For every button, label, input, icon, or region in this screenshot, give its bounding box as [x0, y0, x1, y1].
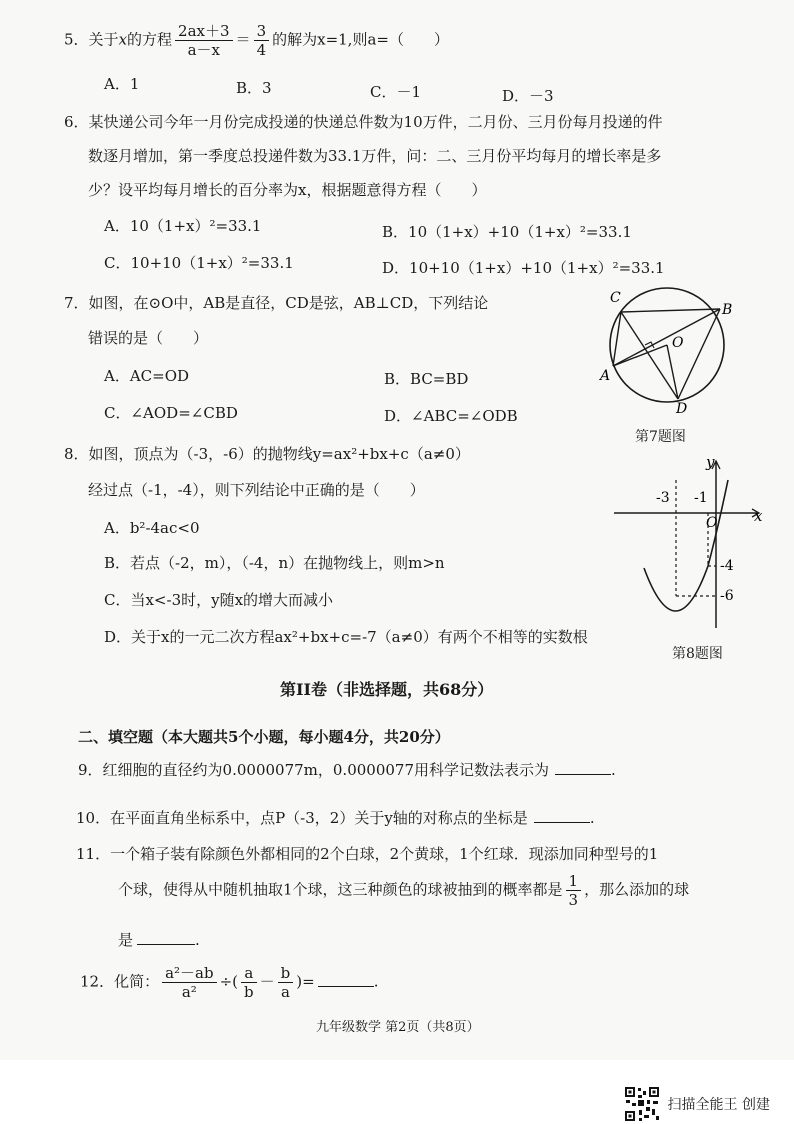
q7-option-b: B．BC=BD [384, 370, 469, 388]
q11-line-1: 11．一个箱子装有除颜色外都相同的2个白球，2个黄球，1个红球．现添加同种型号的1 [76, 845, 659, 863]
q12: 12．化简： $\frac{\text{a²－ab}}{\text{a²}}$ ÷( $\frac{a}{b}$ － $\frac{b}{a}$ )= . [80, 964, 379, 1001]
q11-line-2: 个球，使得从中随机抽取1个球，这三种颜色的球被抽到的概率都是 $\frac{1}{3}$ ，那么添加的球 [118, 872, 690, 909]
label-b: B [722, 302, 733, 318]
q5-fraction-2: $\frac{3}{4}$ [254, 22, 270, 59]
q6-option-a: A．10（1+x）²=33.1 [104, 217, 262, 235]
scanner-watermark [624, 1086, 770, 1122]
q5-option-c: C．－1 [370, 83, 422, 101]
q12-fraction-main: $\frac{\text{a²－ab}}{\text{a²}}$ [162, 964, 217, 1001]
q5-stem: 5．关于x的方程 $\frac{2ax+3}{a-x}$ ＝ $\frac{3}{4}$ 的解为x=1,则a=（ ） [64, 22, 449, 59]
q6-option-c: C．10+10（1+x）²=33.1 [104, 254, 294, 272]
label-origin: O [706, 515, 718, 531]
chord-bd [678, 309, 720, 399]
q9-answer-blank[interactable] [555, 760, 611, 775]
q7-caption: 第7题图 [635, 429, 686, 445]
q5-fraction-1: $\frac{2ax+3}{a-x}$ [175, 22, 233, 59]
q7-line-2: 错误的是（ ） [88, 329, 209, 347]
q10: 10．在平面直角坐标系中，点P（-3，2）关于y轴的对称点的坐标是 . [76, 809, 595, 827]
label-a: A [600, 368, 611, 384]
q8-line-2: 经过点（-1，-4），则下列结论中正确的是（ ） [88, 481, 425, 499]
q6-option-d: D．10+10（1+x）+10（1+x）²=33.1 [382, 259, 665, 277]
q5-option-d: D．－3 [502, 87, 554, 105]
q6-line-2: 数逐月增加，第一季度总投递件数为33.1万件，问：二、三月份平均每月的增长率是多 [88, 147, 662, 165]
q12-fraction-a-over-b: $\frac{a}{b}$ [241, 964, 257, 1001]
diameter-ab [613, 309, 720, 366]
q7-option-a: A．AC=OD [104, 367, 190, 385]
q12-answer-blank[interactable] [318, 972, 374, 987]
q8-line-1: 8．如图，顶点为（-3，-6）的抛物线y=ax²+bx+c（a≠0） [64, 445, 470, 463]
fill-in-section-title: 二、填空题（本大题共5个小题，每小题4分，共20分） [78, 728, 450, 746]
label-neg4: -4 [720, 558, 734, 574]
page-footer: 九年级数学 第2页（共8页） [316, 1020, 480, 1035]
q7-option-d: D．∠ABC=∠ODB [384, 407, 518, 425]
q7-line-1: 7．如图，在⊙O中，AB是直径，CD是弦，AB⊥CD，下列结论 [64, 294, 489, 312]
q5-option-b: B．3 [236, 79, 272, 97]
chord-cb [621, 309, 720, 312]
q12-fraction-b-over-a: $\frac{b}{a}$ [278, 964, 294, 1001]
q11-answer-blank[interactable] [137, 930, 195, 945]
label-neg6: -6 [720, 588, 734, 604]
label-o: O [672, 335, 684, 351]
label-d: D [676, 401, 688, 417]
q7-option-c: C．∠AOD=∠CBD [104, 404, 238, 422]
label-y: y [706, 453, 715, 471]
segment-ao [613, 345, 667, 366]
q8-option-d: D．关于x的一元二次方程ax²+bx+c=-7（a≠0）有两个不相等的实数根 [104, 628, 588, 646]
label-c: C [610, 290, 621, 306]
section-2-title: 第II卷（非选择题，共68分） [280, 680, 494, 699]
q11-probability-fraction: $\frac{1}{3}$ [566, 872, 582, 909]
label-neg3: -3 [656, 490, 670, 506]
q9: 9．红细胞的直径约为0.0000077m，0.0000077用科学记数法表示为 . [78, 761, 616, 779]
q11-line-3: 是 . [118, 931, 200, 949]
chord-ca [613, 312, 621, 366]
q8-caption: 第8题图 [672, 646, 723, 662]
q8-parabola-figure [606, 450, 766, 640]
q6-option-b: B．10（1+x）+10（1+x）²=33.1 [382, 223, 632, 241]
label-x: x [754, 507, 763, 525]
q8-option-a: A．b²-4ac<0 [104, 519, 200, 537]
q10-answer-blank[interactable] [534, 808, 590, 823]
q6-line-1: 6．某快递公司今年一月份完成投递的快递总件数为10万件，二月份、三月份每月投递的件 [64, 113, 663, 131]
scanner-text: 扫描全能王 创建 [667, 1097, 770, 1113]
label-neg1: -1 [694, 490, 708, 506]
q8-option-c: C．当x<-3时，y随x的增大而减小 [104, 591, 334, 609]
q8-option-b: B．若点（-2，m），（-4，n）在抛物线上，则m>n [104, 554, 445, 572]
q6-line-3: 少？设平均每月增长的百分率为x，根据题意得方程（ ） [88, 181, 487, 199]
qr-code-icon [624, 1086, 660, 1122]
q5-option-a: A．1 [104, 75, 140, 93]
q7-circle-figure [594, 282, 750, 422]
